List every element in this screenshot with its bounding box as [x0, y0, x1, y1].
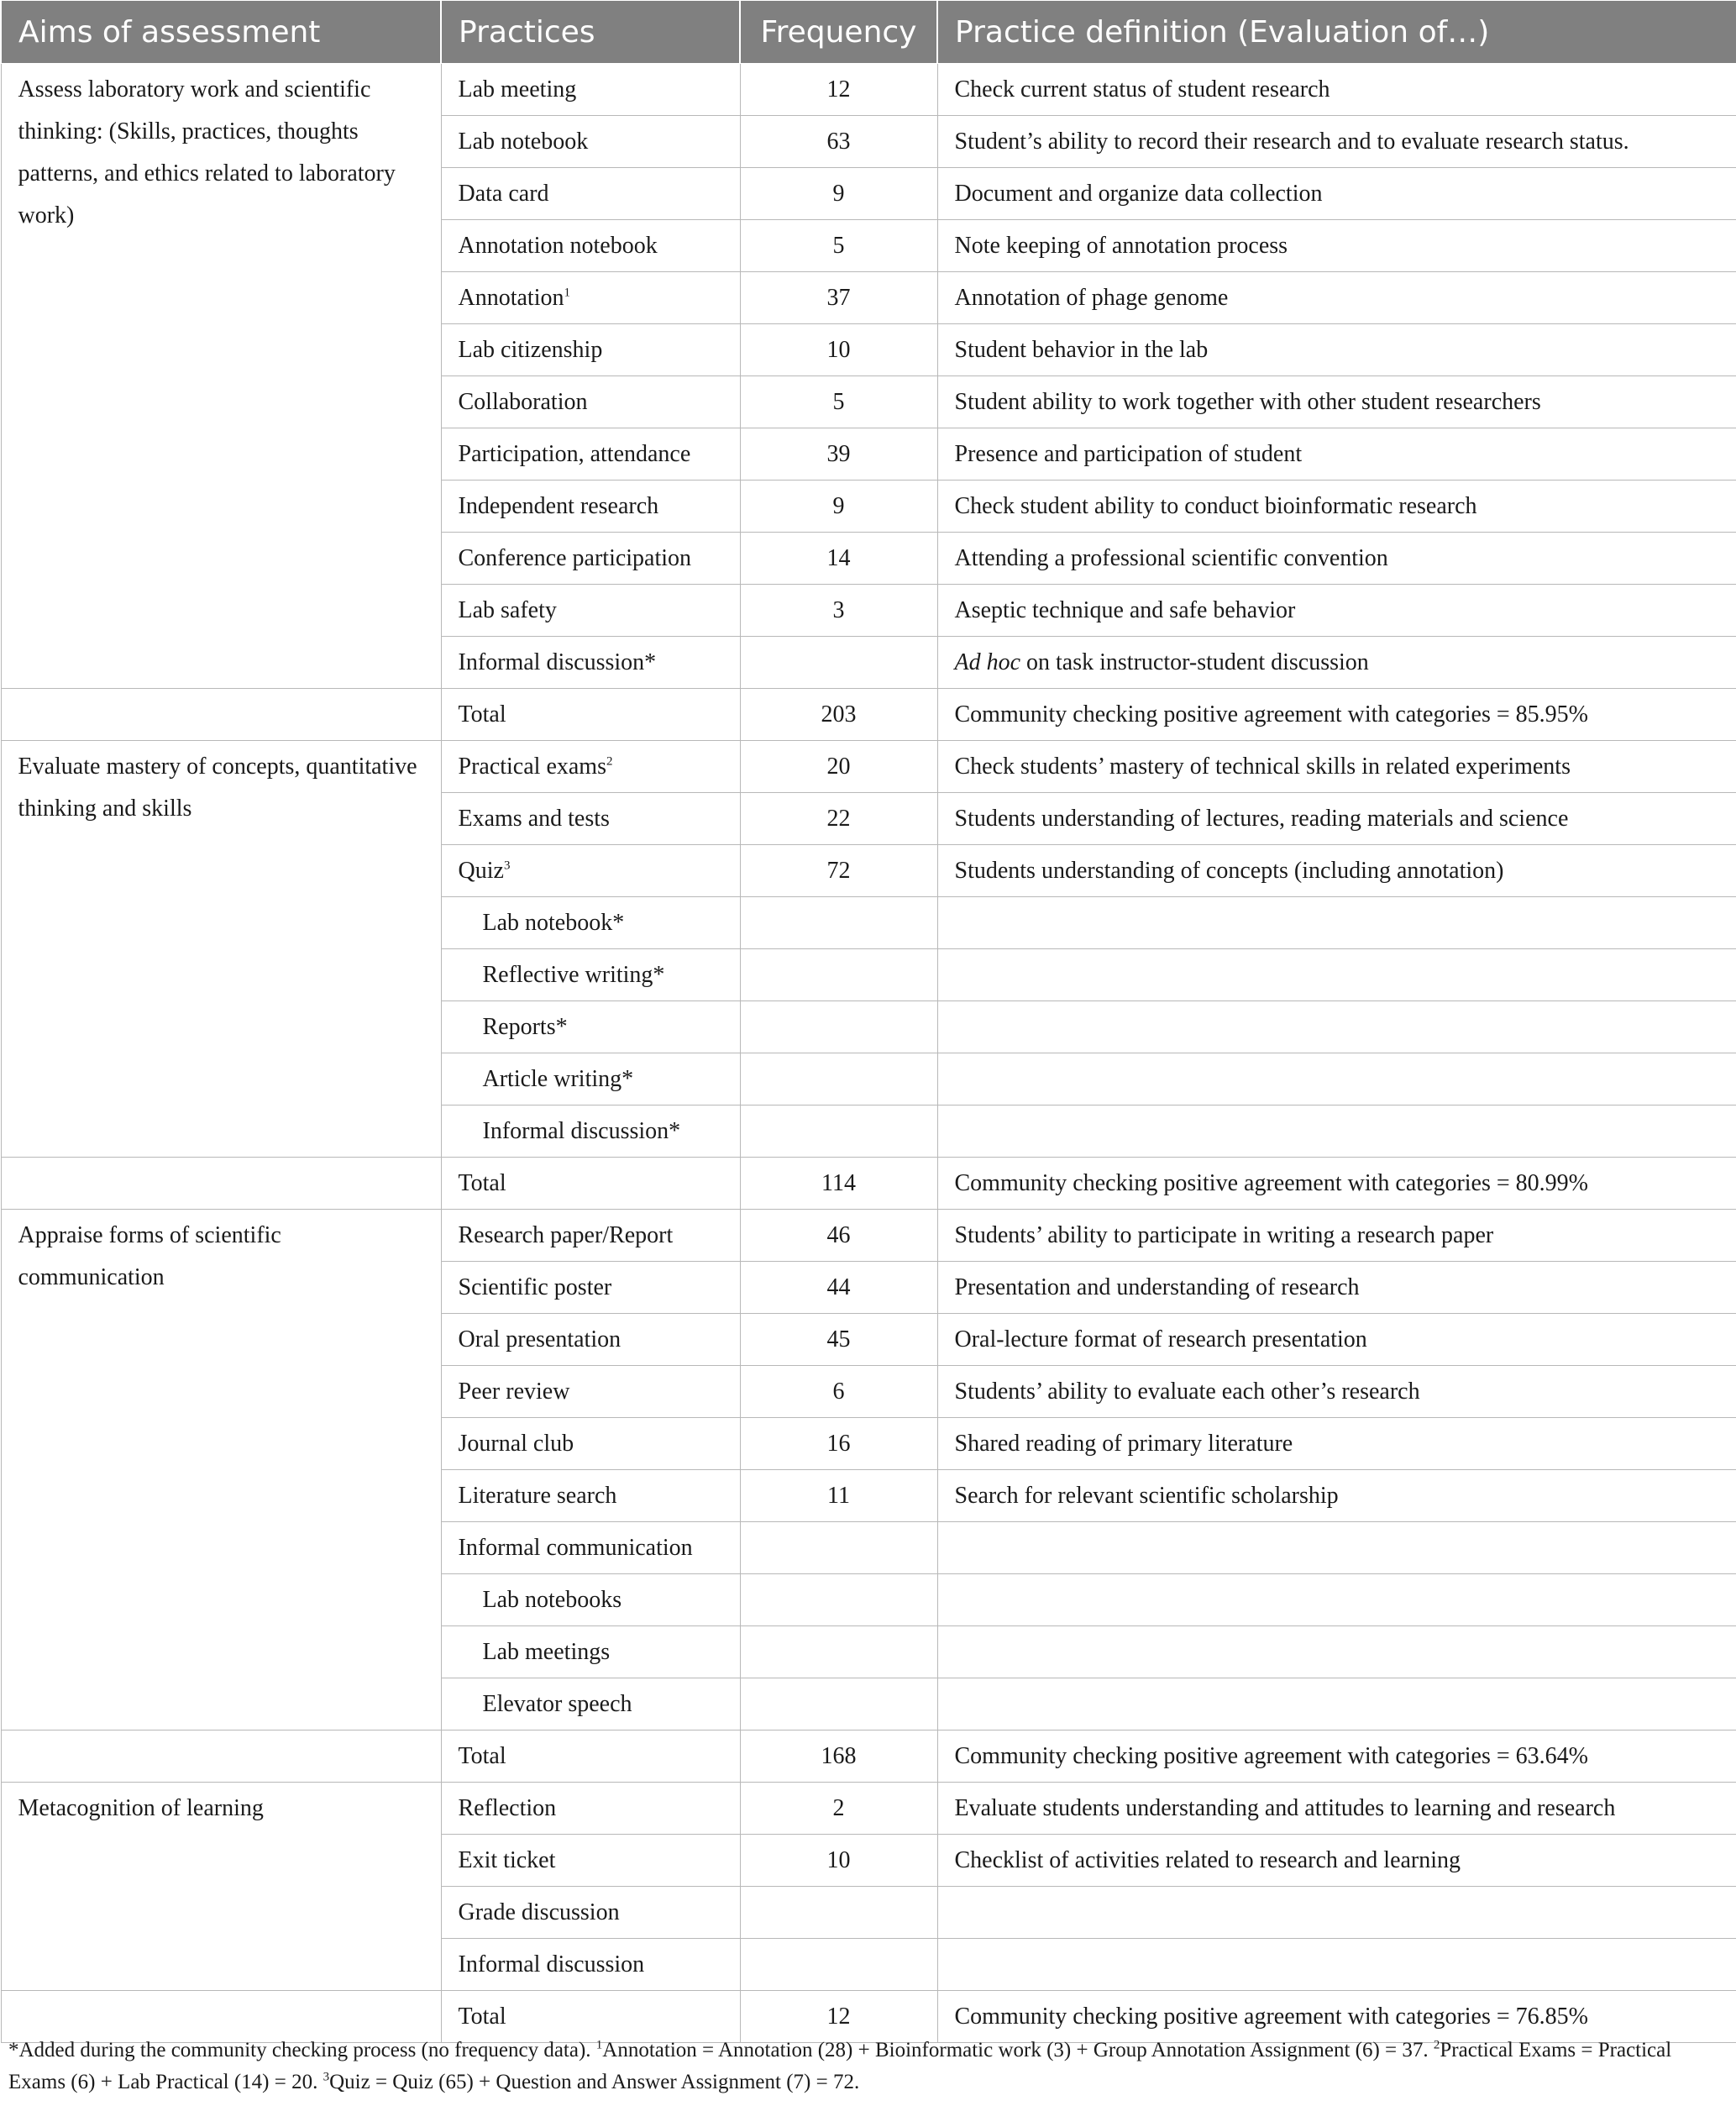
frequency-cell: 10 [740, 1835, 937, 1887]
definition-cell [937, 1887, 1736, 1939]
practice-cell [441, 428, 740, 481]
practice-label: Lab notebook* [482, 909, 625, 936]
practice-cell [441, 1106, 740, 1158]
practice-cell [441, 481, 740, 533]
practice-label: Informal discussion [458, 1951, 645, 1977]
frequency-cell [740, 637, 937, 689]
practice-cell [441, 949, 740, 1001]
practice-cell [441, 897, 740, 949]
definition-italic: Ad hoc [954, 649, 1021, 675]
practice-label: Article writing* [482, 1065, 634, 1092]
frequency-cell: 6 [740, 1366, 937, 1418]
practice-cell [441, 1835, 740, 1887]
practice-cell [441, 324, 740, 376]
practice-label: Informal communication [458, 1534, 693, 1561]
practice-cell [441, 1522, 740, 1574]
practice-label: Lab notebooks [482, 1586, 622, 1613]
frequency-cell: 72 [740, 845, 937, 897]
frequency-cell [740, 1626, 937, 1678]
practice-label: Lab citizenship [458, 336, 603, 363]
practice-label: Quiz [458, 857, 504, 884]
definition-cell [937, 1210, 1736, 1262]
table-footnote [8, 2035, 1722, 2098]
frequency-cell: 14 [740, 533, 937, 585]
definition-cell [937, 272, 1736, 324]
footnote-marker: 2 [606, 754, 613, 769]
definition-cell [937, 1470, 1736, 1522]
total-label: Total [441, 1730, 740, 1783]
definition-text: Check current status of student research [954, 76, 1330, 102]
practice-label: Oral presentation [458, 1326, 621, 1352]
definition-text: Search for relevant scientific scholarship [954, 1482, 1339, 1509]
definition-cell [937, 1678, 1736, 1730]
definition-cell [937, 585, 1736, 637]
definition-cell [937, 1366, 1736, 1418]
definition-text: Oral-lecture format of research presentation [954, 1326, 1367, 1352]
frequency-cell [740, 1678, 937, 1730]
definition-cell [937, 949, 1736, 1001]
footnote-3: Quiz = Quiz (65) + Question and Answer Assignment (7) = 72. [329, 2071, 860, 2093]
footnote-2: Practical Exams = Practical Exams (6) + Lab Practical (14) = 20. [8, 2039, 1672, 2093]
practice-label: Journal club [458, 1430, 574, 1457]
definition-text: Presence and participation of student [954, 440, 1303, 467]
definition-cell [937, 1939, 1736, 1991]
header-practices: Practices [441, 1, 740, 64]
total-frequency: 114 [740, 1158, 937, 1210]
practice-label: Participation, attendance [458, 440, 691, 467]
total-label: Total [441, 1158, 740, 1210]
total-frequency: 168 [740, 1730, 937, 1783]
footnote-1-mark: 1 [595, 2038, 603, 2052]
practice-label: Peer review [458, 1378, 570, 1405]
total-label: Total [441, 689, 740, 741]
header-definition: Practice definition (Evaluation of…) [937, 1, 1736, 64]
table-row [1, 1783, 1736, 1835]
practice-cell [441, 585, 740, 637]
definition-cell [937, 1314, 1736, 1366]
total-row [1, 1158, 1736, 1210]
practice-label: Research paper/Report [458, 1221, 674, 1248]
definition-text: Students understanding of concepts (including annotation) [954, 857, 1504, 884]
definition-cell [937, 220, 1736, 272]
practice-label: Lab notebook [458, 128, 589, 155]
frequency-cell [740, 1887, 937, 1939]
total-row [1, 1730, 1736, 1783]
frequency-cell: 22 [740, 793, 937, 845]
definition-text: Presentation and understanding of research [954, 1274, 1360, 1300]
definition-cell [937, 897, 1736, 949]
table-body [1, 64, 1736, 2043]
practice-cell [441, 1053, 740, 1106]
aim-cell: Evaluate mastery of concepts, quantitative thinking and skills [1, 741, 441, 1158]
frequency-cell: 44 [740, 1262, 937, 1314]
definition-cell [937, 1626, 1736, 1678]
frequency-cell: 45 [740, 1314, 937, 1366]
practice-label: Elevator speech [482, 1690, 632, 1717]
frequency-cell: 39 [740, 428, 937, 481]
practice-cell [441, 1470, 740, 1522]
definition-text: Note keeping of annotation process [954, 232, 1288, 259]
practice-cell [441, 1626, 740, 1678]
definition-cell [937, 168, 1736, 220]
definition-text: Student ability to work together with other student researchers [954, 388, 1541, 415]
frequency-cell [740, 897, 937, 949]
practice-cell [441, 220, 740, 272]
aim-cell: Metacognition of learning [1, 1783, 441, 1991]
definition-text: Evaluate students understanding and attitudes to learning and research [954, 1794, 1616, 1821]
definition-text: Annotation of phage genome [954, 284, 1229, 311]
frequency-cell [740, 1574, 937, 1626]
frequency-cell [740, 949, 937, 1001]
definition-text: Student behavior in the lab [954, 336, 1209, 363]
aim-cell: Assess laboratory work and scientific thinking: (Skills, practices, thoughts patterns, and ethics related to laboratory work) [1, 64, 441, 689]
frequency-cell: 46 [740, 1210, 937, 1262]
header-row [1, 1, 1736, 64]
practice-cell [441, 1939, 740, 1991]
practice-cell [441, 845, 740, 897]
aim-cell: Appraise forms of scientific communication [1, 1210, 441, 1730]
table-row [1, 64, 1736, 116]
definition-text: Document and organize data collection [954, 180, 1323, 207]
total-frequency: 203 [740, 689, 937, 741]
practice-label: Lab meeting [458, 76, 577, 102]
definition-cell [937, 845, 1736, 897]
practice-label: Exams and tests [458, 805, 610, 832]
definition-cell [937, 741, 1736, 793]
definition-cell [937, 1106, 1736, 1158]
practice-label: Informal discussion* [458, 649, 657, 675]
practice-cell [441, 533, 740, 585]
frequency-cell: 63 [740, 116, 937, 168]
practice-cell [441, 168, 740, 220]
practice-cell [441, 1887, 740, 1939]
practice-cell [441, 64, 740, 116]
practice-cell [441, 1678, 740, 1730]
practice-cell [441, 741, 740, 793]
total-aim-cell [1, 1730, 441, 1783]
definition-text: Attending a professional scientific convention [954, 544, 1388, 571]
definition-cell [937, 116, 1736, 168]
practice-label: Data card [458, 180, 549, 207]
practice-label: Lab meetings [482, 1638, 611, 1665]
frequency-cell [740, 1522, 937, 1574]
practice-label: Reflection [458, 1794, 557, 1821]
definition-text: Aseptic technique and safe behavior [954, 596, 1296, 623]
practice-cell [441, 1210, 740, 1262]
definition-cell [937, 1835, 1736, 1887]
total-definition: Community checking positive agreement with categories = 80.99% [937, 1158, 1736, 1210]
practice-cell [441, 376, 740, 428]
definition-cell [937, 1522, 1736, 1574]
practice-label: Reflective writing* [482, 961, 665, 988]
frequency-cell: 9 [740, 168, 937, 220]
definition-text: Students’ ability to participate in writing a research paper [954, 1221, 1494, 1248]
definition-cell [937, 533, 1736, 585]
total-aim-cell [1, 1158, 441, 1210]
practice-label: Annotation notebook [458, 232, 658, 259]
total-frequency: 12 [740, 1991, 937, 2043]
practice-cell [441, 1574, 740, 1626]
definition-text: Shared reading of primary literature [954, 1430, 1293, 1457]
practice-label: Exit ticket [458, 1846, 556, 1873]
total-row [1, 689, 1736, 741]
definition-cell [937, 481, 1736, 533]
table-row [1, 1210, 1736, 1262]
frequency-cell: 5 [740, 376, 937, 428]
frequency-cell [740, 1001, 937, 1053]
footnote-marker: 1 [564, 286, 570, 300]
table-header [1, 1, 1736, 64]
frequency-cell: 3 [740, 585, 937, 637]
definition-cell [937, 1001, 1736, 1053]
frequency-cell: 12 [740, 64, 937, 116]
frequency-cell: 11 [740, 1470, 937, 1522]
definition-text: Students’ ability to evaluate each other’s research [954, 1378, 1420, 1405]
practice-label: Collaboration [458, 388, 588, 415]
total-definition: Community checking positive agreement with categories = 85.95% [937, 689, 1736, 741]
definition-cell [937, 1783, 1736, 1835]
definition-cell [937, 376, 1736, 428]
definition-cell [937, 1053, 1736, 1106]
total-label: Total [441, 1991, 740, 2043]
footnote-star: *Added during the community checking process (no frequency data). [8, 2039, 596, 2061]
practice-label: Informal discussion* [482, 1117, 681, 1144]
practice-label: Independent research [458, 492, 659, 519]
definition-cell [937, 637, 1736, 689]
frequency-cell: 10 [740, 324, 937, 376]
definition-text: Students understanding of lectures, reading materials and science [954, 805, 1569, 832]
practice-cell [441, 793, 740, 845]
total-definition: Community checking positive agreement with categories = 63.64% [937, 1730, 1736, 1783]
frequency-cell: 2 [740, 1783, 937, 1835]
footnote-3-mark: 3 [323, 2070, 330, 2084]
practice-cell [441, 116, 740, 168]
definition-cell [937, 428, 1736, 481]
frequency-cell: 9 [740, 481, 937, 533]
definition-cell [937, 1418, 1736, 1470]
footnote-marker: 3 [503, 859, 511, 873]
frequency-cell: 37 [740, 272, 937, 324]
definition-cell [937, 1262, 1736, 1314]
practice-label: Scientific poster [458, 1274, 612, 1300]
practice-cell [441, 1783, 740, 1835]
practice-cell [441, 1366, 740, 1418]
footnote-2-mark: 2 [1433, 2038, 1440, 2052]
practice-label: Reports* [482, 1013, 568, 1040]
frequency-cell [740, 1053, 937, 1106]
practice-cell [441, 1314, 740, 1366]
practice-label: Lab safety [458, 596, 557, 623]
practice-label: Annotation [458, 284, 564, 311]
frequency-cell: 20 [740, 741, 937, 793]
definition-text: Student’s ability to record their research and to evaluate research status. [954, 128, 1629, 155]
practice-cell [441, 637, 740, 689]
practice-cell [441, 272, 740, 324]
frequency-cell: 5 [740, 220, 937, 272]
definition-cell [937, 793, 1736, 845]
definition-text: Checklist of activities related to research and learning [954, 1846, 1461, 1873]
definition-cell [937, 1574, 1736, 1626]
total-definition: Community checking positive agreement with categories = 76.85% [937, 1991, 1736, 2043]
practice-label: Practical exams [458, 753, 606, 780]
frequency-cell [740, 1939, 937, 1991]
frequency-cell: 16 [740, 1418, 937, 1470]
practice-cell [441, 1418, 740, 1470]
practice-cell [441, 1001, 740, 1053]
definition-text: on task instructor-student discussion [1020, 649, 1369, 675]
frequency-cell [740, 1106, 937, 1158]
practice-label: Grade discussion [458, 1899, 620, 1925]
definition-text: Check student ability to conduct bioinformatic research [954, 492, 1477, 519]
header-aims: Aims of assessment [1, 1, 441, 64]
footnote-1: Annotation = Annotation (28) + Bioinformatic work (3) + Group Annotation Assignment (6) = 37. [602, 2039, 1434, 2061]
table-row [1, 741, 1736, 793]
definition-cell [937, 64, 1736, 116]
practice-cell [441, 1262, 740, 1314]
definition-text: Check students’ mastery of technical skills in related experiments [954, 753, 1571, 780]
practice-label: Literature search [458, 1482, 617, 1509]
definition-cell [937, 324, 1736, 376]
practice-label: Conference participation [458, 544, 692, 571]
header-frequency: Frequency [740, 1, 937, 64]
total-aim-cell [1, 689, 441, 741]
